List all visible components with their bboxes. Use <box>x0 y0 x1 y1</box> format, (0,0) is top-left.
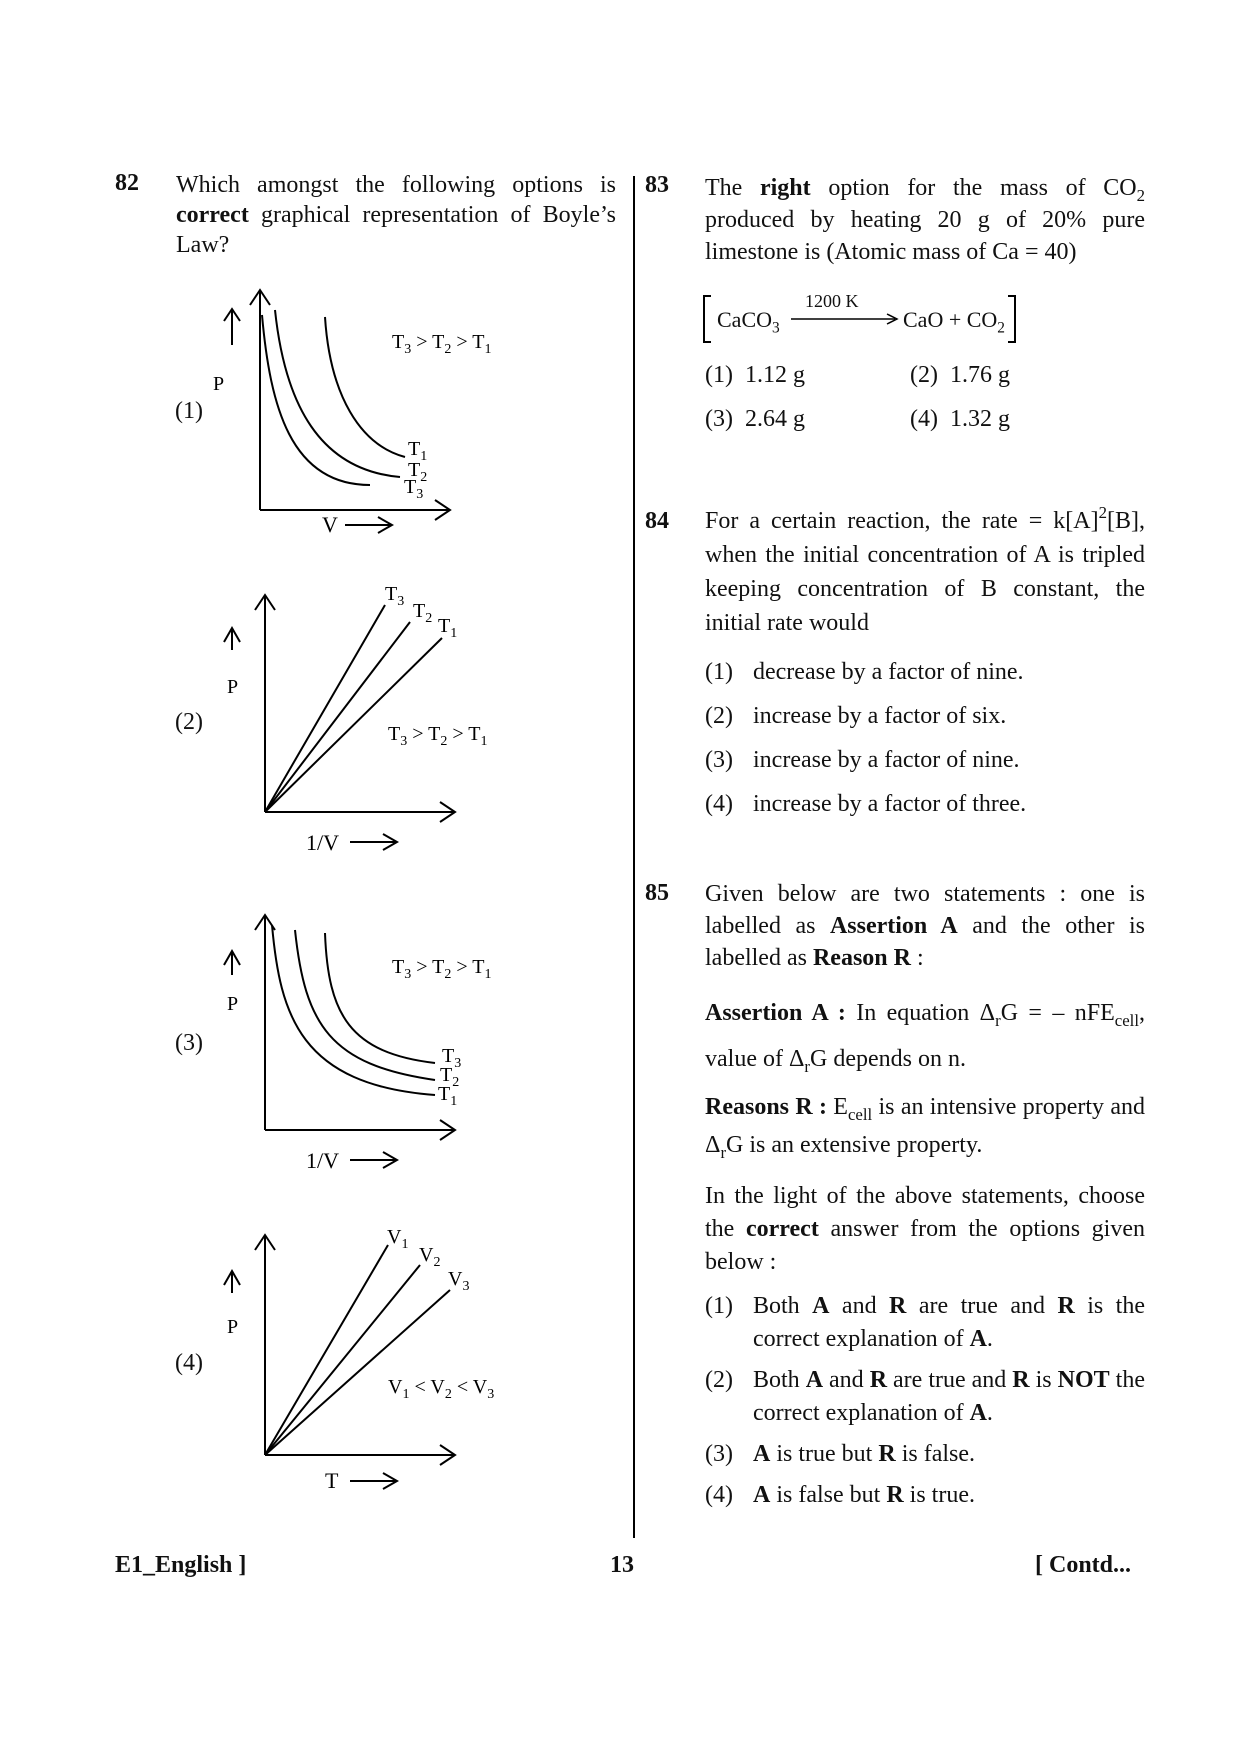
q82-o1-relation: $T_3 > T_2 > T_1$ <box>392 331 492 357</box>
q84-option-2-value: increase by a factor of six. <box>753 703 1007 729</box>
q84-option-1-value: decrease by a factor of nine. <box>753 659 1024 685</box>
q82-option-3-label: (3) <box>175 1030 203 1056</box>
q82-o1-curve-label-1: $T_1$ <box>408 438 428 464</box>
q85-reason-text-2: is an intensive property and Δ <box>705 1094 1146 1158</box>
q85-option-1-part: A <box>969 1326 987 1352</box>
q85-intro-b2: Reason R <box>812 945 911 971</box>
q85-assertion-text-2: G = – nFE <box>1000 1000 1115 1026</box>
q85-reason-text-3: G is an extensive property. <box>726 1132 983 1158</box>
question-85-intro <box>705 878 1145 974</box>
q82-o2-xaxis: 1/V <box>306 830 339 855</box>
q85-option-3 <box>705 1438 1145 1471</box>
q82-o4-curve-label-3: $V_3$ <box>448 1268 470 1294</box>
q85-option-4-label: (4) <box>705 1482 733 1508</box>
q83-option-4-label: (4) <box>910 406 938 432</box>
q83-option-3-label: (3) <box>705 406 733 432</box>
q84-text-sup: 2 <box>1098 502 1107 522</box>
q82-o1-curve-label-2: $T_2$ <box>408 459 428 485</box>
page-number: 13 <box>610 1552 634 1578</box>
q85-intro-b1: Assertion A <box>829 913 958 939</box>
q82-o3-yaxis: P <box>227 993 239 1015</box>
curve-t3 <box>262 315 370 485</box>
q82-o3-relation: $T_3 > T_2 > T_1$ <box>392 956 492 982</box>
q83-text-post2: produced by heating 20 g of 20% pure limestone is (Atomic mass of Ca = 40) <box>705 207 1145 265</box>
q82-option-2-graph <box>210 580 488 860</box>
q82-o2-curve-label-1: $T_3$ <box>385 583 405 609</box>
question-84-number: 84 <box>645 508 669 534</box>
q83-option-1-label: (1) <box>705 362 733 388</box>
q83-option-2-label: (2) <box>910 362 938 388</box>
q83-reaction-right: CaO + CO <box>903 307 998 332</box>
q82-o1-xaxis: V <box>322 512 338 537</box>
q84-text-post: when the initial concentration of A is tripled keeping concentration of B constant, the initial rate would <box>705 542 1145 636</box>
q82-o2-relation: $T_3 > T_2 > T_1$ <box>388 723 488 749</box>
q83-option-2-value: 1.76 g <box>949 362 1010 388</box>
q85-assertion-text-4: G depends on n. <box>810 1046 966 1072</box>
q83-reaction-left: CaCO <box>717 307 772 332</box>
q85-option-3-part: A <box>753 1441 771 1467</box>
q82-o2-curve-label-2: $T_2$ <box>413 600 433 626</box>
q84-options <box>705 655 1145 821</box>
q83-text-bold: right <box>759 175 811 201</box>
q82-option-1-graph <box>210 285 492 545</box>
q85-assertion <box>705 990 1145 1082</box>
q85-instruction-bold: correct <box>745 1216 819 1242</box>
q82-o3-curve-label-2: $T_2$ <box>440 1064 460 1090</box>
q82-o2-curve-label-3: $T_1$ <box>438 615 458 641</box>
q85-option-2-part: are true and <box>887 1367 1013 1393</box>
q85-instruction-2: answer from the options given below : <box>705 1216 1146 1275</box>
q85-instruction <box>705 1180 1145 1279</box>
q85-option-4-part: is true. <box>903 1482 975 1508</box>
q85-option-1-part: Both <box>753 1293 813 1319</box>
q85-reason-sub-r: r <box>720 1142 727 1162</box>
q84-option-2-label: (2) <box>705 703 733 729</box>
q84-option-3 <box>705 743 1145 777</box>
q85-option-2-part: R <box>869 1367 888 1393</box>
q85-reason-label: Reasons R : <box>705 1094 827 1120</box>
q82-o4-xaxis: T <box>325 1468 339 1493</box>
q82-o3-xaxis: 1/V <box>306 1148 339 1173</box>
q85-reason <box>705 1088 1145 1164</box>
q85-option-4-part: A <box>753 1482 771 1508</box>
q85-assertion-sub-r2: r <box>804 1056 810 1076</box>
q83-option-4 <box>910 406 1010 433</box>
q85-option-3-part: is true but <box>770 1441 879 1467</box>
q85-option-1-part: are true and <box>906 1293 1058 1319</box>
q85-option-1-part: and <box>829 1293 890 1319</box>
q84-option-1 <box>705 655 1145 689</box>
q84-option-4-value: increase by a factor of three. <box>753 791 1027 817</box>
q85-reason-sub-cell: cell <box>847 1104 873 1124</box>
q85-option-2-part: the correct explanation of <box>753 1367 1145 1426</box>
q82-o3-curve-label-1: $T_3$ <box>442 1045 462 1071</box>
footer-right: [ Contd... <box>1035 1552 1132 1578</box>
q82-text-post: graphical representation of Boyle’s Law? <box>176 202 616 258</box>
q85-option-3-text <box>753 1441 975 1467</box>
q82-option-3-graph <box>210 905 492 1185</box>
q85-option-3-part: is false. <box>895 1441 975 1467</box>
q83-option-1-value: 1.12 g <box>744 362 805 388</box>
q85-option-2-part: A <box>805 1367 824 1393</box>
q82-o1-yaxis: P <box>213 373 225 395</box>
q83-text-post: option for the mass of CO <box>810 175 1137 201</box>
q85-instruction-1: In the light of the above statements, choose the <box>705 1183 1145 1242</box>
q82-option-4-label: (4) <box>175 1350 203 1376</box>
q85-option-4 <box>705 1479 1145 1512</box>
q82-o4-yaxis: P <box>227 1316 239 1338</box>
q85-option-1-part: . <box>986 1326 993 1352</box>
q84-option-1-label: (1) <box>705 659 733 685</box>
q85-intro-2: and the other is labelled as <box>705 913 1146 971</box>
q85-option-2 <box>705 1364 1145 1430</box>
question-83-number: 83 <box>645 172 669 198</box>
q83-option-3 <box>705 406 805 433</box>
q85-intro-1: Given below are two statements : one is labelled as <box>705 881 1145 939</box>
q85-option-2-part: R <box>1012 1367 1030 1393</box>
q82-o1-curve-label-3: $T_3$ <box>404 476 424 502</box>
q82-option-1-label: (1) <box>175 398 203 424</box>
q83-reaction <box>703 291 1023 343</box>
q83-reaction-arrow <box>791 312 901 326</box>
q85-option-4-text <box>753 1482 975 1508</box>
q84-text-pre: For a certain reaction, the rate = k[A] <box>705 508 1099 534</box>
q82-o4-curve-label-2: $V_2$ <box>419 1244 441 1270</box>
q85-assertion-label: Assertion A : <box>705 1000 846 1026</box>
column-divider <box>633 176 635 1538</box>
q83-reaction-left-sub: 3 <box>772 319 780 337</box>
q82-o4-relation: $V_1 < V_2 < V_3$ <box>388 1376 495 1402</box>
q85-option-2-text <box>753 1367 1145 1426</box>
q85-option-1-text <box>753 1293 1145 1352</box>
q85-assertion-text-3: , value of Δ <box>705 1000 1146 1072</box>
q84-option-4 <box>705 787 1145 821</box>
q83-text-pre: The <box>705 175 760 201</box>
q84-option-2 <box>705 699 1145 733</box>
q82-o2-yaxis: P <box>227 676 239 698</box>
q84-option-3-label: (3) <box>705 747 733 773</box>
question-84-text <box>705 504 1145 640</box>
q85-option-1-part: R <box>1057 1293 1075 1319</box>
q82-o4-curve-label-1: $V_1$ <box>387 1226 409 1252</box>
q85-option-2-part: NOT <box>1057 1367 1110 1393</box>
q85-option-1-part: R <box>889 1293 907 1319</box>
q85-assertion-sub-cell: cell <box>1114 1010 1140 1030</box>
q85-option-4-part: R <box>886 1482 904 1508</box>
q82-o3-curve-label-3: $T_1$ <box>438 1083 458 1109</box>
q85-option-3-part: R <box>878 1441 896 1467</box>
q84-option-3-value: increase by a factor of nine. <box>753 747 1020 773</box>
question-82-number: 82 <box>115 170 139 196</box>
q83-option-2 <box>910 362 1010 389</box>
q82-text-bold: correct <box>176 202 249 228</box>
q83-reaction-condition: 1200 K <box>805 291 859 311</box>
q85-option-1-part: A <box>812 1293 830 1319</box>
q85-option-2-part: . <box>986 1400 993 1426</box>
q85-option-2-part: is <box>1029 1367 1058 1393</box>
q84-option-4-label: (4) <box>705 791 733 817</box>
q85-assertion-sub-r: r <box>995 1010 1001 1030</box>
curve-t2 <box>275 310 400 477</box>
q85-option-1-part: is the correct explanation of <box>753 1293 1146 1352</box>
question-82-text <box>176 170 616 260</box>
q83-reaction-right-sub: 2 <box>997 319 1005 337</box>
q85-assertion-text-1: In equation Δ <box>845 1000 996 1026</box>
q85-option-1 <box>705 1290 1145 1356</box>
q85-option-4-part: is false but <box>770 1482 887 1508</box>
question-85-number: 85 <box>645 880 669 906</box>
q85-option-3-label: (3) <box>705 1441 733 1467</box>
q82-option-2-label: (2) <box>175 709 203 735</box>
footer-left: E1_English ] <box>115 1552 247 1578</box>
q85-intro-3: : <box>910 945 924 971</box>
q85-option-2-part: A <box>969 1400 987 1426</box>
q85-option-2-part: and <box>823 1367 870 1393</box>
q83-text-sub: 2 <box>1136 185 1145 205</box>
q83-option-3-value: 2.64 g <box>744 406 805 432</box>
q83-option-4-value: 1.32 g <box>949 406 1010 432</box>
q85-option-1-label: (1) <box>705 1293 733 1319</box>
q85-option-2-part: Both <box>753 1367 806 1393</box>
question-83-text <box>705 172 1145 268</box>
q82-text-pre: Which amongst the following options is <box>176 172 616 198</box>
q82-option-4-graph <box>210 1225 495 1500</box>
q83-option-1 <box>705 362 805 389</box>
q85-options <box>705 1290 1145 1512</box>
q84-text-mid: [B], <box>1107 508 1145 534</box>
q85-option-2-label: (2) <box>705 1367 733 1393</box>
q85-reason-text-1: E <box>826 1094 848 1120</box>
